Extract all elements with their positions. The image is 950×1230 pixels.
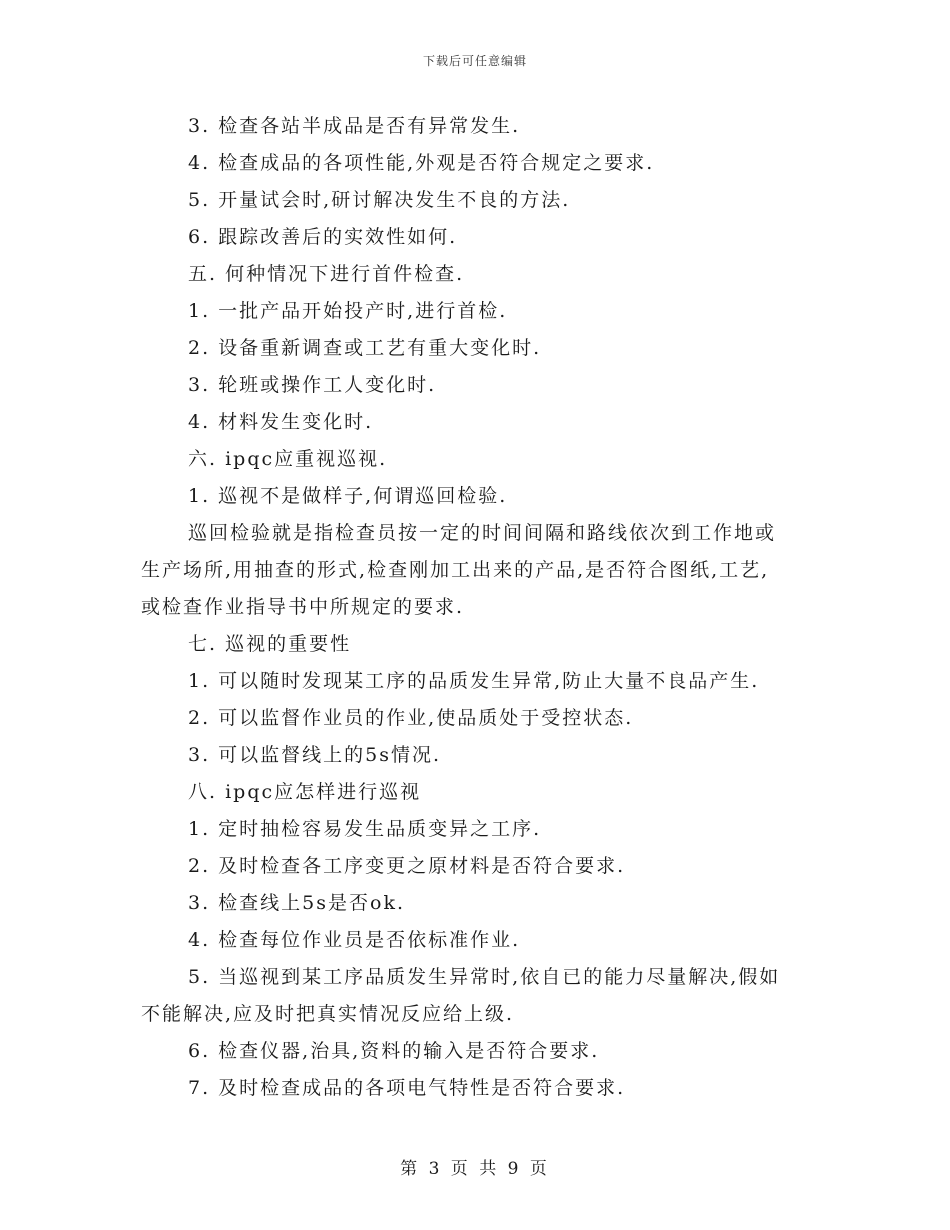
- text-line: 3. 检查线上5s是否ok.: [188, 892, 405, 914]
- document-body: [141, 108, 811, 1107]
- page-header: 下载后可任意编辑: [422, 54, 527, 68]
- text-line: 6. 跟踪改善后的实效性如何.: [188, 226, 458, 248]
- text-line: 2. 设备重新调查或工艺有重大变化时.: [188, 337, 542, 359]
- text-line: 2. 可以监督作业员的作业,使品质处于受控状态.: [188, 707, 634, 729]
- text-line: 1. 一批产品开始投产时,进行首检.: [188, 300, 508, 322]
- section-heading: 八. ipqc应怎样进行巡视: [188, 781, 422, 803]
- section-heading: 六. ipqc应重视巡视.: [188, 448, 388, 470]
- paragraph-line: 不能解决,应及时把真实情况反应给上级.: [141, 1003, 515, 1025]
- paragraph-line: 巡回检验就是指检查员按一定的时间间隔和路线依次到工作地或: [188, 522, 777, 544]
- section-heading: 五. 何种情况下进行首件检查.: [188, 263, 465, 285]
- text-line: 4. 材料发生变化时.: [188, 411, 374, 433]
- text-line: 4. 检查成品的各项性能,外观是否符合规定之要求.: [188, 152, 655, 174]
- text-line: 5. 开量试会时,研讨解决发生不良的方法.: [188, 189, 571, 211]
- text-line: 3. 轮班或操作工人变化时.: [188, 374, 437, 396]
- text-line: 7. 及时检查成品的各项电气特性是否符合要求.: [188, 1077, 626, 1099]
- text-line: 3. 检查各站半成品是否有异常发生.: [188, 115, 521, 137]
- text-line: 4. 检查每位作业员是否依标准作业.: [188, 929, 521, 951]
- text-line: 1. 定时抽检容易发生品质变异之工序.: [188, 818, 542, 840]
- text-line: 6. 检查仪器,治具,资料的输入是否符合要求.: [188, 1040, 600, 1062]
- paragraph-line: 5. 当巡视到某工序品质发生异常时,依自已的能力尽量解决,假如: [188, 966, 781, 988]
- paragraph-line: 或检查作业指导书中所规定的要求.: [141, 596, 465, 618]
- section-heading: 七. 巡视的重要性: [188, 633, 352, 655]
- paragraph-line: 生产场所,用抽查的形式,检查刚加工出来的产品,是否符合图纸,工艺,: [141, 559, 770, 581]
- text-line: 1. 可以随时发现某工序的品质发生异常,防止大量不良品产生.: [188, 670, 760, 692]
- text-line: 1. 巡视不是做样子,何谓巡回检验.: [188, 485, 508, 507]
- text-line: 3. 可以监督线上的5s情况.: [188, 744, 442, 766]
- text-line: 2. 及时检查各工序变更之原材料是否符合要求.: [188, 855, 626, 877]
- page-number: 第 3 页 共 9 页: [400, 1159, 550, 1179]
